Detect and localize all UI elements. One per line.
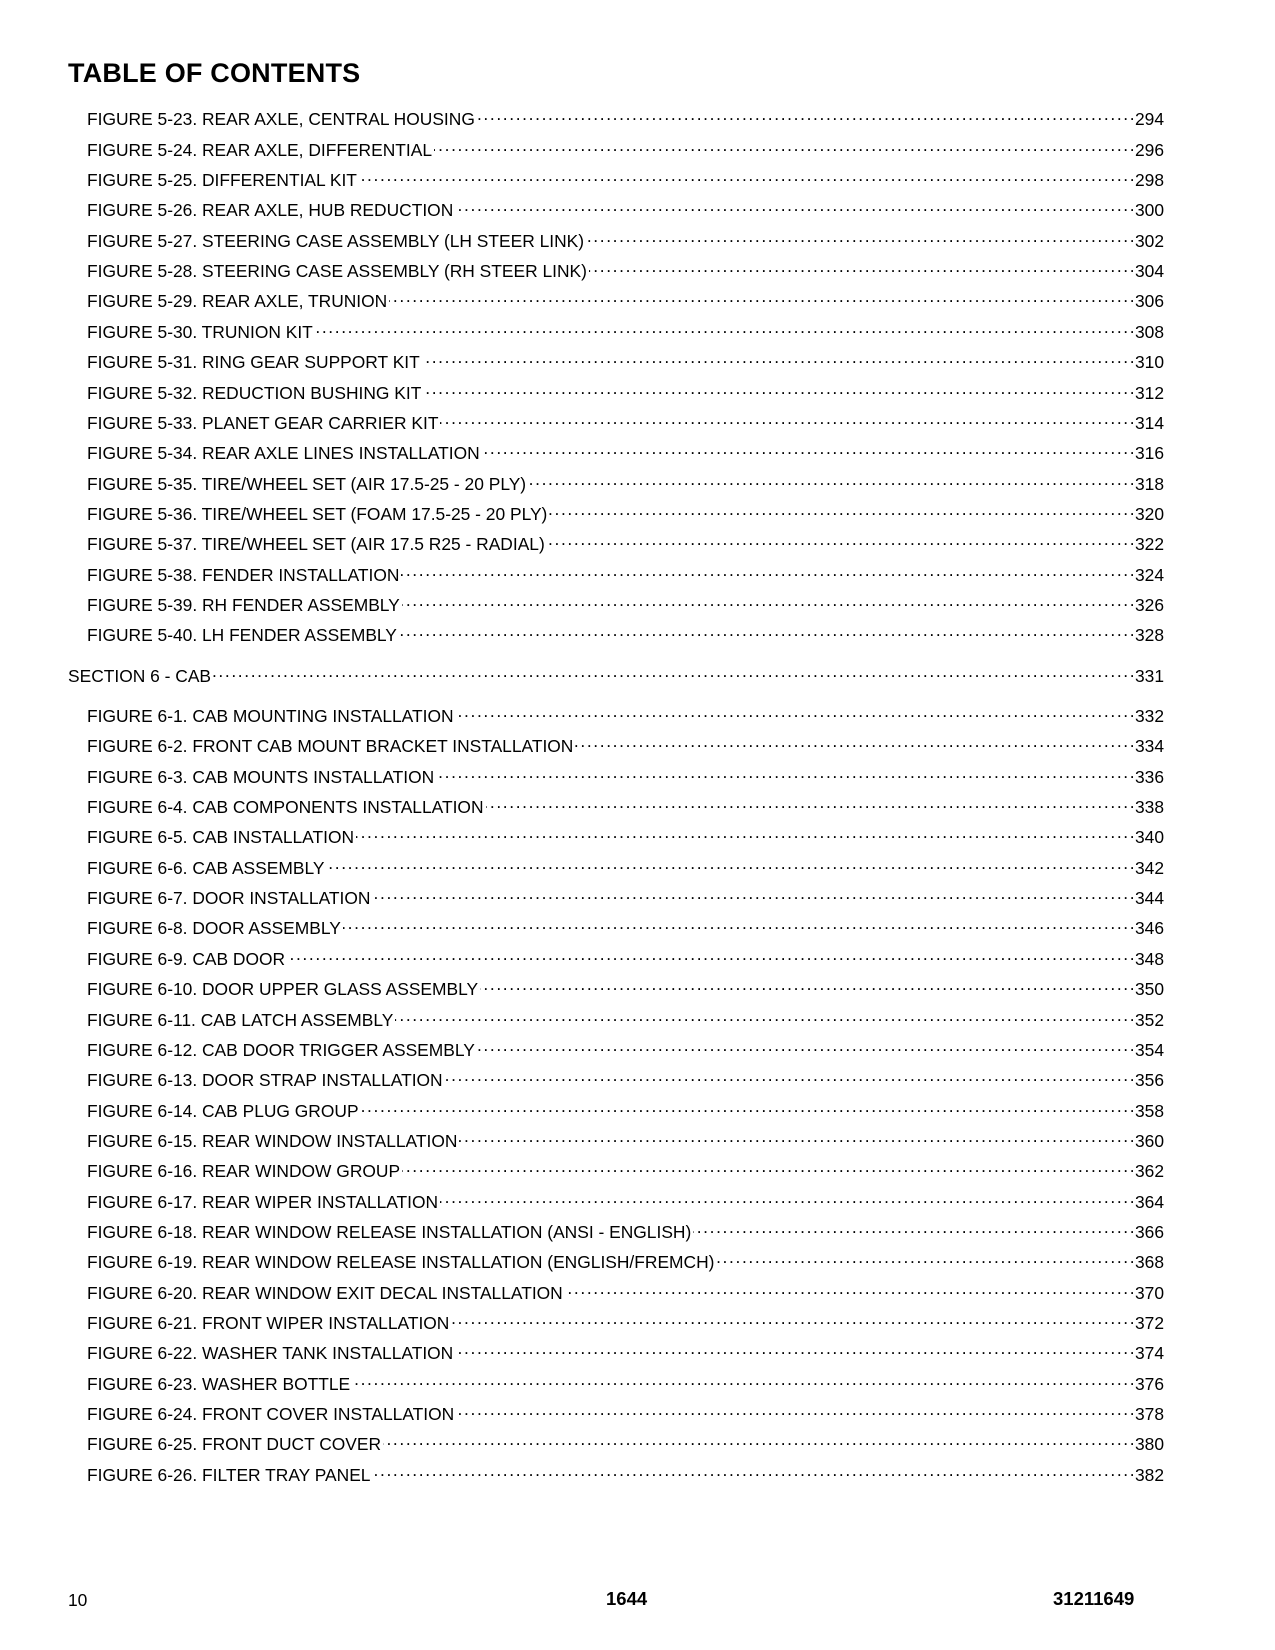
toc-dot-leader (455, 199, 1133, 216)
toc-entry-page: 362 (1134, 1161, 1164, 1182)
toc-figure-entry[interactable] (87, 229, 1164, 251)
toc-entry-label: FIGURE 5-30. TRUNION KIT (87, 321, 313, 342)
toc-dot-leader (402, 594, 1133, 611)
toc-entry-page: 382 (1134, 1464, 1164, 1485)
toc-entry-label: FIGURE 6-15. REAR WINDOW INSTALLATION (87, 1130, 458, 1151)
toc-entry-page: 364 (1134, 1191, 1164, 1212)
toc-entry-page: 360 (1134, 1130, 1164, 1151)
toc-dot-leader (383, 1433, 1133, 1450)
toc-section-entry[interactable] (68, 664, 1164, 686)
toc-entry-page: 366 (1134, 1221, 1164, 1242)
toc-entry-label: FIGURE 5-36. TIRE/WHEEL SET (FOAM 17.5-25 - 20 PLY) (87, 503, 548, 524)
toc-dot-leader (451, 1312, 1133, 1329)
footer-page-number: 10 (68, 1590, 88, 1610)
toc-figure-entry[interactable] (87, 1221, 1164, 1243)
toc-entry-label: FIGURE 6-18. REAR WINDOW RELEASE INSTALLATION (ANSI - ENGLISH) (87, 1221, 692, 1242)
toc-entry-label: FIGURE 6-9. CAB DOOR (87, 948, 286, 969)
toc-dot-leader (423, 381, 1133, 398)
toc-figure-entry[interactable] (87, 351, 1164, 373)
toc-figure-entry[interactable] (87, 887, 1164, 909)
toc-entry-page: 344 (1134, 888, 1164, 909)
toc-entry-page: 350 (1134, 979, 1164, 1000)
toc-entry-page: 312 (1134, 382, 1164, 403)
toc-entry-page: 320 (1134, 503, 1164, 524)
toc-entry-page: 294 (1134, 109, 1164, 130)
toc-entry-page: 324 (1134, 564, 1164, 585)
toc-entry-page: 331 (1134, 665, 1164, 686)
toc-dot-leader (445, 1069, 1133, 1086)
toc-entry-page: 334 (1134, 736, 1164, 757)
toc-entry-label: FIGURE 6-11. CAB LATCH ASSEMBLY (87, 1009, 394, 1030)
toc-dot-leader (575, 735, 1133, 752)
toc-figure-entry[interactable] (87, 563, 1164, 585)
toc-dot-leader (352, 1372, 1133, 1389)
toc-entry-page: 354 (1134, 1039, 1164, 1060)
toc-dot-leader (589, 260, 1133, 277)
toc-figure-entry[interactable] (87, 948, 1164, 970)
toc-figure-entry[interactable] (87, 856, 1164, 878)
toc-entry-page: 310 (1134, 352, 1164, 373)
toc-dot-leader (440, 412, 1133, 429)
toc-entry-label: SECTION 6 - CAB (68, 665, 212, 686)
toc-entry-page: 370 (1134, 1282, 1164, 1303)
toc-dot-leader (440, 1190, 1133, 1207)
toc-entry-page: 338 (1134, 797, 1164, 818)
toc-figure-entry[interactable] (87, 1403, 1164, 1425)
toc-dot-leader (356, 826, 1133, 843)
toc-dot-leader (477, 108, 1133, 125)
toc-entry-label: FIGURE 6-20. REAR WINDOW EXIT DECAL INSTALLATION (87, 1282, 563, 1303)
toc-figure-entry[interactable] (87, 1008, 1164, 1030)
toc-entry-page: 296 (1134, 139, 1164, 160)
toc-dot-leader (459, 1130, 1133, 1147)
toc-dot-leader (436, 765, 1133, 782)
toc-figure-entry[interactable] (87, 917, 1164, 939)
toc-entry-page: 348 (1134, 948, 1164, 969)
toc-figure-entry[interactable] (87, 260, 1164, 282)
toc-dot-leader (547, 533, 1133, 550)
toc-dot-leader (422, 351, 1133, 368)
toc-entry-label: FIGURE 6-10. DOOR UPPER GLASS ASSEMBLY (87, 979, 479, 1000)
toc-dot-leader (372, 1463, 1133, 1480)
toc-entry-label: FIGURE 5-40. LH FENDER ASSEMBLY (87, 625, 397, 646)
toc-figure-entry[interactable] (87, 624, 1164, 646)
toc-entry-page: 340 (1134, 827, 1164, 848)
toc-entry-label: FIGURE 6-8. DOOR ASSEMBLY (87, 918, 341, 939)
toc-figure-entry[interactable] (87, 412, 1164, 434)
toc-entry-label: FIGURE 6-3. CAB MOUNTS INSTALLATION (87, 766, 435, 787)
toc-dot-leader (326, 856, 1133, 873)
toc-entry-page: 306 (1134, 291, 1164, 312)
toc-entry-label: FIGURE 6-26. FILTER TRAY PANEL (87, 1464, 371, 1485)
toc-entry-label: FIGURE 6-12. CAB DOOR TRIGGER ASSEMBLY (87, 1039, 475, 1060)
toc-figure-entry[interactable] (87, 290, 1164, 312)
toc-figure-entry[interactable] (87, 503, 1164, 525)
toc-entry-label: FIGURE 5-31. RING GEAR SUPPORT KIT (87, 352, 420, 373)
toc-entry-page: 346 (1134, 918, 1164, 939)
toc-figure-entry[interactable] (87, 533, 1164, 555)
toc-dot-leader (456, 705, 1133, 722)
toc-entry-label: FIGURE 6-16. REAR WINDOW GROUP (87, 1161, 401, 1182)
toc-figure-entry[interactable] (87, 705, 1164, 727)
toc-entry-page: 300 (1134, 200, 1164, 221)
toc-figure-entry[interactable] (87, 1190, 1164, 1212)
toc-entry-page: 356 (1134, 1070, 1164, 1091)
toc-figure-entry[interactable] (87, 321, 1164, 343)
toc-dot-leader (213, 664, 1133, 681)
toc-dot-leader (716, 1251, 1133, 1268)
toc-dot-leader (372, 887, 1133, 904)
toc-figure-entry[interactable] (87, 1372, 1164, 1394)
toc-dot-leader (359, 169, 1133, 186)
toc-entry-page: 308 (1134, 321, 1164, 342)
footer-model: 1644 (606, 1588, 648, 1609)
toc-dot-leader (402, 1160, 1133, 1177)
toc-dot-leader (399, 624, 1133, 641)
toc-entry-label: FIGURE 5-24. REAR AXLE, DIFFERENTIAL (87, 139, 433, 160)
toc-entry-label: FIGURE 5-35. TIRE/WHEEL SET (AIR 17.5-25 - 20 PLY) (87, 473, 527, 494)
toc-figure-entry[interactable] (87, 796, 1164, 818)
toc-entry-label: FIGURE 5-28. STEERING CASE ASSEMBLY (RH STEER LINK) (87, 261, 587, 282)
toc-figure-entry[interactable] (87, 1342, 1164, 1364)
toc-entry-label: FIGURE 5-29. REAR AXLE, TRUNION (87, 291, 388, 312)
toc-figure-entry[interactable] (87, 1281, 1164, 1303)
toc-figure-entry[interactable] (87, 381, 1164, 403)
toc-figure-entry[interactable] (87, 1130, 1164, 1152)
toc-entry-label: FIGURE 6-7. DOOR INSTALLATION (87, 888, 371, 909)
toc-entry-page: 368 (1134, 1252, 1164, 1273)
toc-entry-page: 358 (1134, 1100, 1164, 1121)
toc-entry-label: FIGURE 6-24. FRONT COVER INSTALLATION (87, 1404, 455, 1425)
toc-entry-label: FIGURE 6-5. CAB INSTALLATION (87, 827, 355, 848)
toc-figure-entry[interactable] (87, 108, 1164, 130)
toc-dot-leader (455, 1342, 1133, 1359)
toc-entry-label: FIGURE 6-4. CAB COMPONENTS INSTALLATION (87, 797, 484, 818)
toc-figure-entry[interactable] (87, 826, 1164, 848)
toc-entry-page: 328 (1134, 625, 1164, 646)
toc-entry-label: FIGURE 6-17. REAR WIPER INSTALLATION (87, 1191, 439, 1212)
toc-entry-page: 380 (1134, 1434, 1164, 1455)
toc-dot-leader (287, 948, 1133, 965)
toc-entry-label: FIGURE 6-2. FRONT CAB MOUNT BRACKET INSTALLATION (87, 736, 574, 757)
toc-dot-leader (456, 1403, 1133, 1420)
toc-entry-label: FIGURE 5-25. DIFFERENTIAL KIT (87, 170, 357, 191)
toc-dot-leader (361, 1099, 1133, 1116)
toc-figure-entry[interactable] (87, 442, 1164, 464)
toc-entry-label: FIGURE 6-13. DOOR STRAP INSTALLATION (87, 1070, 443, 1091)
toc-dot-leader (486, 796, 1133, 813)
toc-entry-label: FIGURE 6-19. REAR WINDOW RELEASE INSTALLATION (ENGLISH/FREMCH) (87, 1252, 715, 1273)
toc-entry-page: 326 (1134, 594, 1164, 615)
toc-entry-label: FIGURE 6-23. WASHER BOTTLE (87, 1373, 351, 1394)
toc-entry-page: 304 (1134, 261, 1164, 282)
toc-dot-leader (477, 1039, 1133, 1056)
toc-dot-leader (586, 229, 1133, 246)
toc-entry-label: FIGURE 5-38. FENDER INSTALLATION (87, 564, 400, 585)
toc-entry-label: FIGURE 6-21. FRONT WIPER INSTALLATION (87, 1312, 450, 1333)
toc-entry-label: FIGURE 6-25. FRONT DUCT COVER (87, 1434, 382, 1455)
toc-entry-label: FIGURE 5-26. REAR AXLE, HUB REDUCTION (87, 200, 454, 221)
toc-entry-page: 318 (1134, 473, 1164, 494)
toc-dot-leader (565, 1281, 1133, 1298)
toc-dot-leader (389, 290, 1133, 307)
toc-entry-page: 316 (1134, 443, 1164, 464)
toc-figure-entry[interactable] (87, 472, 1164, 494)
toc-entry-page: 336 (1134, 766, 1164, 787)
toc-figure-entry[interactable] (87, 138, 1164, 160)
toc-dot-leader (315, 321, 1133, 338)
toc-entry-page: 352 (1134, 1009, 1164, 1030)
toc-entry-page: 342 (1134, 857, 1164, 878)
toc-entry-page: 298 (1134, 170, 1164, 191)
footer-part-number: 31211649 (1053, 1588, 1135, 1609)
toc-figure-entry[interactable] (87, 169, 1164, 191)
toc-dot-leader (482, 442, 1133, 459)
toc-figure-entry[interactable] (87, 1039, 1164, 1061)
toc-figure-entry[interactable] (87, 1251, 1164, 1273)
page-title: TABLE OF CONTENTS (68, 58, 361, 88)
toc-dot-leader (528, 472, 1133, 489)
toc-entry-label: FIGURE 6-6. CAB ASSEMBLY (87, 857, 325, 878)
toc-figure-entry[interactable] (87, 1463, 1164, 1485)
toc-figure-entry[interactable] (87, 735, 1164, 757)
toc-entry-label: FIGURE 6-22. WASHER TANK INSTALLATION (87, 1343, 454, 1364)
toc-figure-entry[interactable] (87, 978, 1164, 1000)
toc-entry-label: FIGURE 5-23. REAR AXLE, CENTRAL HOUSING (87, 109, 475, 130)
toc-entry-label: FIGURE 5-37. TIRE/WHEEL SET (AIR 17.5 R25 - RADIAL) (87, 534, 545, 555)
toc-entry-label: FIGURE 5-34. REAR AXLE LINES INSTALLATION (87, 443, 480, 464)
toc-dot-leader (434, 138, 1133, 155)
toc-entry-page: 314 (1134, 412, 1164, 433)
toc-entry-page: 376 (1134, 1373, 1164, 1394)
toc-entry-page: 372 (1134, 1312, 1164, 1333)
toc-dot-leader (693, 1221, 1133, 1238)
toc-dot-leader (401, 563, 1133, 580)
toc-figure-entry[interactable] (87, 1069, 1164, 1091)
toc-entry-label: FIGURE 6-14. CAB PLUG GROUP (87, 1100, 359, 1121)
toc-entry-label: FIGURE 5-33. PLANET GEAR CARRIER KIT (87, 412, 439, 433)
toc-figure-entry[interactable] (87, 1312, 1164, 1334)
toc-entry-label: FIGURE 5-32. REDUCTION BUSHING KIT (87, 382, 422, 403)
toc-entry-label: FIGURE 5-27. STEERING CASE ASSEMBLY (LH STEER LINK) (87, 230, 585, 251)
toc-figure-entry[interactable] (87, 1099, 1164, 1121)
toc-dot-leader (395, 1008, 1133, 1025)
toc-entry-page: 378 (1134, 1404, 1164, 1425)
toc-entry-label: FIGURE 6-1. CAB MOUNTING INSTALLATION (87, 706, 454, 727)
toc-entry-page: 322 (1134, 534, 1164, 555)
toc-figure-entry[interactable] (87, 199, 1164, 221)
toc-entry-page: 302 (1134, 230, 1164, 251)
toc-dot-leader (480, 978, 1133, 995)
toc-figure-entry[interactable] (87, 1433, 1164, 1455)
toc-dot-leader (549, 503, 1133, 520)
toc-entry-page: 332 (1134, 706, 1164, 727)
toc-figure-entry[interactable] (87, 594, 1164, 616)
toc-figure-entry[interactable] (87, 1160, 1164, 1182)
toc-dot-leader (343, 917, 1133, 934)
toc-entry-label: FIGURE 5-39. RH FENDER ASSEMBLY (87, 594, 400, 615)
toc-entry-page: 374 (1134, 1343, 1164, 1364)
toc-figure-entry[interactable] (87, 765, 1164, 787)
